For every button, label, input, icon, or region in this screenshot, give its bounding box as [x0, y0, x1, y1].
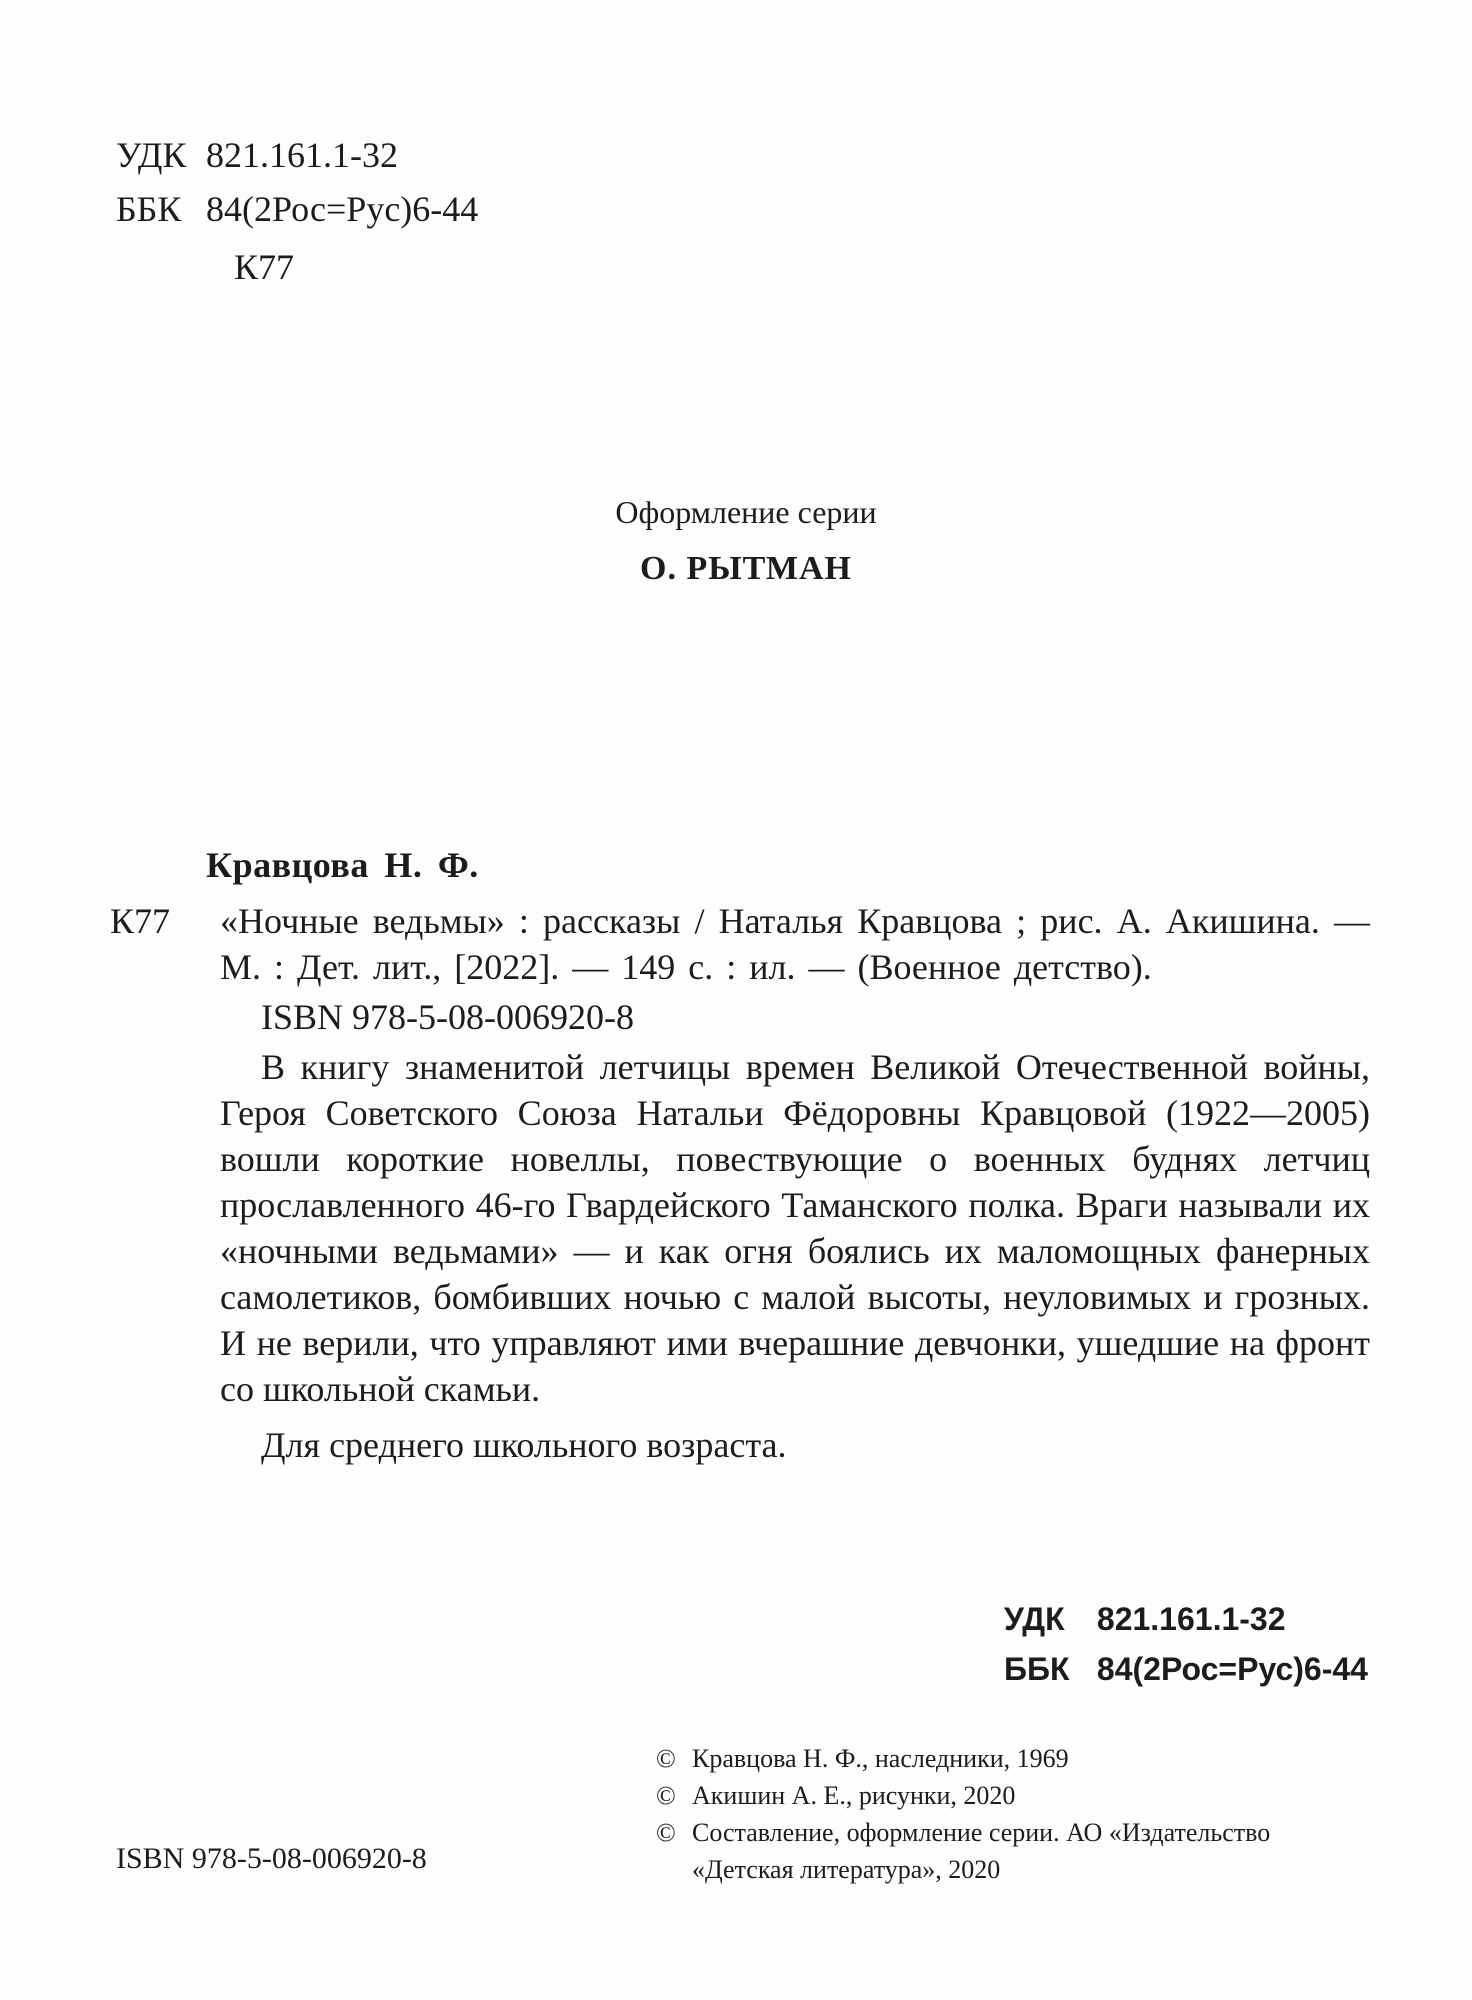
author-code: К77 [234, 247, 295, 287]
bbk-value-bottom: 84(2Рос=Рус)6-44 [1096, 1651, 1368, 1687]
series-design-artist: О. РЫТМАН [640, 550, 852, 587]
bibliographic-row [110, 898, 1370, 990]
isbn-bottom: ISBN 978-5-08-006920-8 [116, 1842, 427, 1875]
copyright-line [656, 1814, 1376, 1851]
entry-author-code: К77 [110, 901, 171, 941]
copyright-icon: © [656, 1744, 676, 1773]
copyright-line [656, 1740, 1376, 1777]
annotation: В книгу знаменитой летчицы времен Великой Отечественной войны, Героя Советского Союза Натальи Фёдоровны Кравцовой (1922—2005) вошли короткие новеллы, повествующие о военных буднях летчиц прославленного 46-го Гвардейского Таманского полка. Враги называли их «ночными ведьмами» — и как огня боялись их маломощных фанерных самолетиков, бомбивших ночью с малой высоты, неуловимых и грозных. И не верили, что управляют ими вчерашние девчонки, ушедшие на фронт со школьной скамьи. [220, 1047, 1370, 1409]
copyright-text: Составление, оформление серии. АО «Издательство [692, 1818, 1271, 1847]
entry-author: Кравцова Н. Ф. [206, 845, 479, 885]
entry-isbn: ISBN 978-5-08-006920-8 [261, 997, 634, 1037]
udk-label: УДК [116, 135, 187, 175]
copyright-text: Акишин А. Е., рисунки, 2020 [692, 1781, 1016, 1810]
catalog-entry [110, 842, 1370, 1468]
copyright-text: Кравцова Н. Ф., наследники, 1969 [692, 1744, 1069, 1773]
udk-value: 821.161.1-32 [206, 135, 398, 175]
copyright-block [656, 1740, 1376, 1888]
copyright-line [656, 1777, 1376, 1814]
copyright-icon: © [656, 1818, 676, 1847]
series-design-label: Оформление серии [615, 494, 877, 530]
copyright-line-continuation: «Детская литература», 2020 [692, 1855, 1001, 1884]
udk-label-bottom: УДК [1004, 1601, 1065, 1637]
udk-value-bottom: 821.161.1-32 [1096, 1601, 1286, 1637]
bottom-classification [1004, 1594, 1368, 1694]
bibliographic-description: «Ночные ведьмы» : рассказы / Наталья Кравцова ; рис. А. Акишина. — М. : Дет. лит., [2022]. — 149 с. : ил. — (Военное детство). [220, 901, 1370, 987]
top-classification [116, 128, 478, 294]
bbk-label: ББК [116, 189, 182, 229]
bbk-label-bottom: ББК [1004, 1651, 1070, 1687]
copyright-icon: © [656, 1781, 676, 1810]
audience-note: Для среднего школьного возраста. [261, 1425, 787, 1465]
bbk-value: 84(2Рос=Рус)6-44 [206, 189, 479, 229]
